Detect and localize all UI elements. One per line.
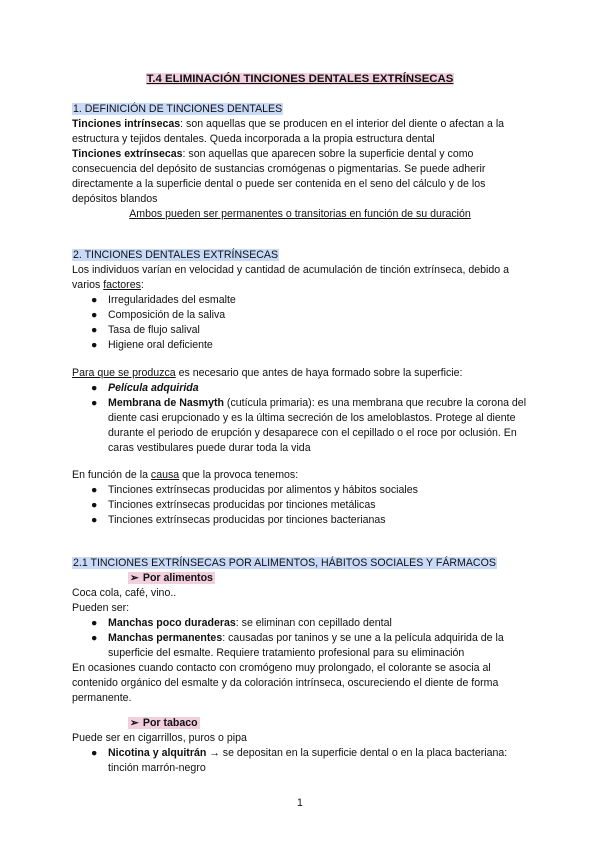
list-item: ● Irregularidades del esmalte (91, 294, 236, 306)
list-item: ● Membrana de Nasmyth (cutícula primaria): es una membrana que recubre la corona del diente casi erupcionado y es la última secreción de los ameloblastos. Protege al diente durante el periodo de erupción y desaparece con el cepillado o el roce por oclusión. En caras vestibulares puede durar toda la vida (91, 397, 527, 454)
page-number: 1 (297, 797, 303, 809)
tobacco-block (72, 716, 528, 776)
section-2-heading: 2. TINCIONES DENTALES EXTRÍNSECAS (73, 249, 279, 261)
causes-intro: En función de la causa que la provoca tenemos: (72, 469, 299, 481)
list-item: ● Tinciones extrínsecas producidas por alimentos y hábitos sociales (91, 484, 418, 496)
list-item: ● Nicotina y alquitrán → se depositan en la superficie dental o en la placa bacteriana: tinción marrón-negro (91, 747, 508, 774)
conditions-list (72, 381, 528, 456)
document-title: T.4 ELIMINACIÓN TINCIONES DENTALES EXTRÍNSECAS (146, 73, 454, 85)
subheading-food: ➢ Por alimentos (130, 572, 213, 584)
section-2-1-heading: 2.1 TINCIONES EXTRÍNSECAS POR ALIMENTOS, HÁBITOS SOCIALES Y FÁRMACOS (73, 557, 496, 569)
list-item: ● Tinciones extrínsecas producidas por tinciones bacterianas (91, 514, 386, 526)
conditions-block (72, 366, 528, 456)
duration-note: Ambos pueden ser permanentes o transitorias en función de su duración (129, 208, 471, 220)
tobacco-intro: Puede ser en cigarrillos, puros o pipa (72, 732, 247, 744)
chromogen-paragraph: En ocasiones cuando contacto con cromógeno muy prolongado, el colorante se asocia al contenido orgánico del esmalte y da coloración intrínseca, oscureciendo el diente de forma permanente. (72, 662, 499, 704)
section-extrinsic (72, 248, 528, 353)
list-item: ● Manchas poco duraderas: se eliminan con cepillado dental (91, 617, 392, 629)
list-item: ● Tasa de flujo salival (91, 324, 200, 336)
causes-list (72, 483, 528, 528)
conditions-intro: Para que se produzca es necesario que antes de haya formado sobre la superficie: (72, 367, 463, 379)
food-examples: Coca cola, café, vino.. (72, 587, 177, 599)
list-item: ● Manchas permanentes: causadas por taninos y se une a la película adquirida de la superficie del esmalte. Requiere tratamiento profesional para su eliminación (91, 632, 504, 659)
list-item: ● Higiene oral deficiente (91, 339, 213, 351)
factors-intro: Los individuos varían en velocidad y cantidad de acumulación de tinción extrínseca, debido a varios factores: (72, 264, 509, 291)
subheading-tobacco: ➢ Por tabaco (130, 717, 198, 729)
tobacco-list (72, 746, 528, 776)
list-item: ● Película adquirida (91, 382, 199, 394)
title-block (72, 72, 528, 87)
arrow-icon: ➢ (130, 572, 139, 584)
intrinsic-definition: Tinciones intrínsecas: son aquellas que se producen en el interior del diente o afectan a la estructura y tejidos dentales. Queda incorporada a la propia estructura dental (72, 118, 505, 145)
factors-list (72, 293, 528, 353)
section-definition (72, 102, 528, 222)
list-item: ● Tinciones extrínsecas producidas por tinciones metálicas (91, 499, 376, 511)
list-item: ● Composición de la saliva (91, 309, 226, 321)
causes-block (72, 468, 528, 528)
section-food-habits (72, 556, 528, 706)
section-1-heading: 1. DEFINICIÓN DE TINCIONES DENTALES (73, 103, 283, 115)
extrinsic-definition: Tinciones extrínsecas: son aquellas que aparecen sobre la superficie dental y como consecuencia del depósito de sustancias cromógenas o pigmentarias. Se puede adherir directamente a la superficie dental o puede ser contenida en el seno del cálculo y de los depósitos blandos (72, 148, 486, 205)
stain-types-list (72, 616, 528, 661)
arrow-icon: ➢ (130, 717, 139, 729)
types-intro: Pueden ser: (72, 602, 130, 614)
